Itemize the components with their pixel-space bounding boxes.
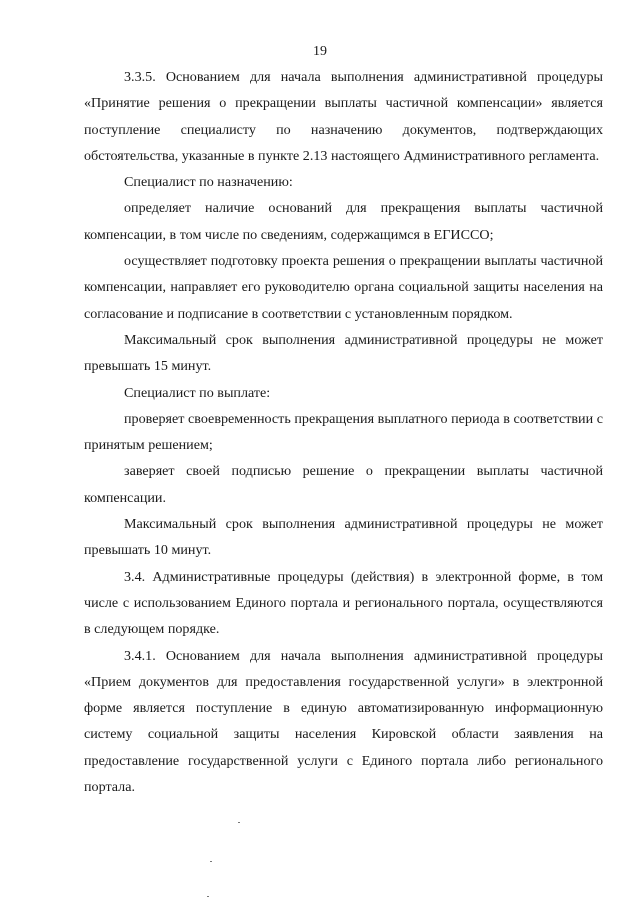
paragraph-certifies-decision: заверяет своей подписью решение о прекращении выплаты частичной компенсации. (84, 463, 603, 506)
paragraph-max-time-10: Максимальный срок выполнения административной процедуры не может превышать 10 минут. (84, 516, 603, 559)
document-body (84, 64, 603, 800)
scan-speck (238, 822, 240, 823)
page-number: 19 (313, 44, 327, 59)
paragraph-specialist-assignment-heading: Специалист по назначению: (124, 174, 293, 191)
paragraph-prepares-draft-decision: осуществляет подготовку проекта решения о прекращении выплаты частичной компенсации, направляет его руководителю органа социальной защиты населения на согласование и подписание в соответствии с установленным порядком. (84, 253, 603, 322)
scan-speck (210, 861, 212, 862)
paragraph-specialist-payment-heading: Специалист по выплате: (124, 384, 271, 401)
paragraph-max-time-15: Максимальный срок выполнения административной процедуры не может превышать 15 минут. (84, 331, 603, 375)
scan-speck (207, 896, 209, 897)
paragraph-determines-grounds: определяет наличие оснований для прекращения выплаты частичной компенсации, в том числе по сведениям, содержащимся в ЕГИССО; (84, 200, 603, 243)
paragraph-checks-timeliness: проверяет своевременность прекращения выплатного периода в соответствии с принятым решением; (84, 410, 603, 454)
paragraph-3-3-5: 3.3.5. Основанием для начала выполнения административной процедуры «Принятие решения о прекращении выплаты частичной компенсации» является поступление специалисту по назначению документов, подтверждающих обстоятельства, указанные в пункте 2.13 настоящего Административного регламента. (84, 69, 603, 164)
paragraph-3-4: 3.4. Административные процедуры (действия) в электронной форме, в том числе с использованием Единого портала и регионального портала, осуществляются в следующем порядке. (84, 568, 603, 638)
paragraph-3-4-1: 3.4.1. Основанием для начала выполнения административной процедуры «Прием документов для предоставления государственной услуги» в электронной форме является поступление в единую автоматизированную информационную систему социальной защиты населения Кировской области заявления на предоставление государственной услуги с Единого портала либо регионального портала. (84, 647, 603, 796)
